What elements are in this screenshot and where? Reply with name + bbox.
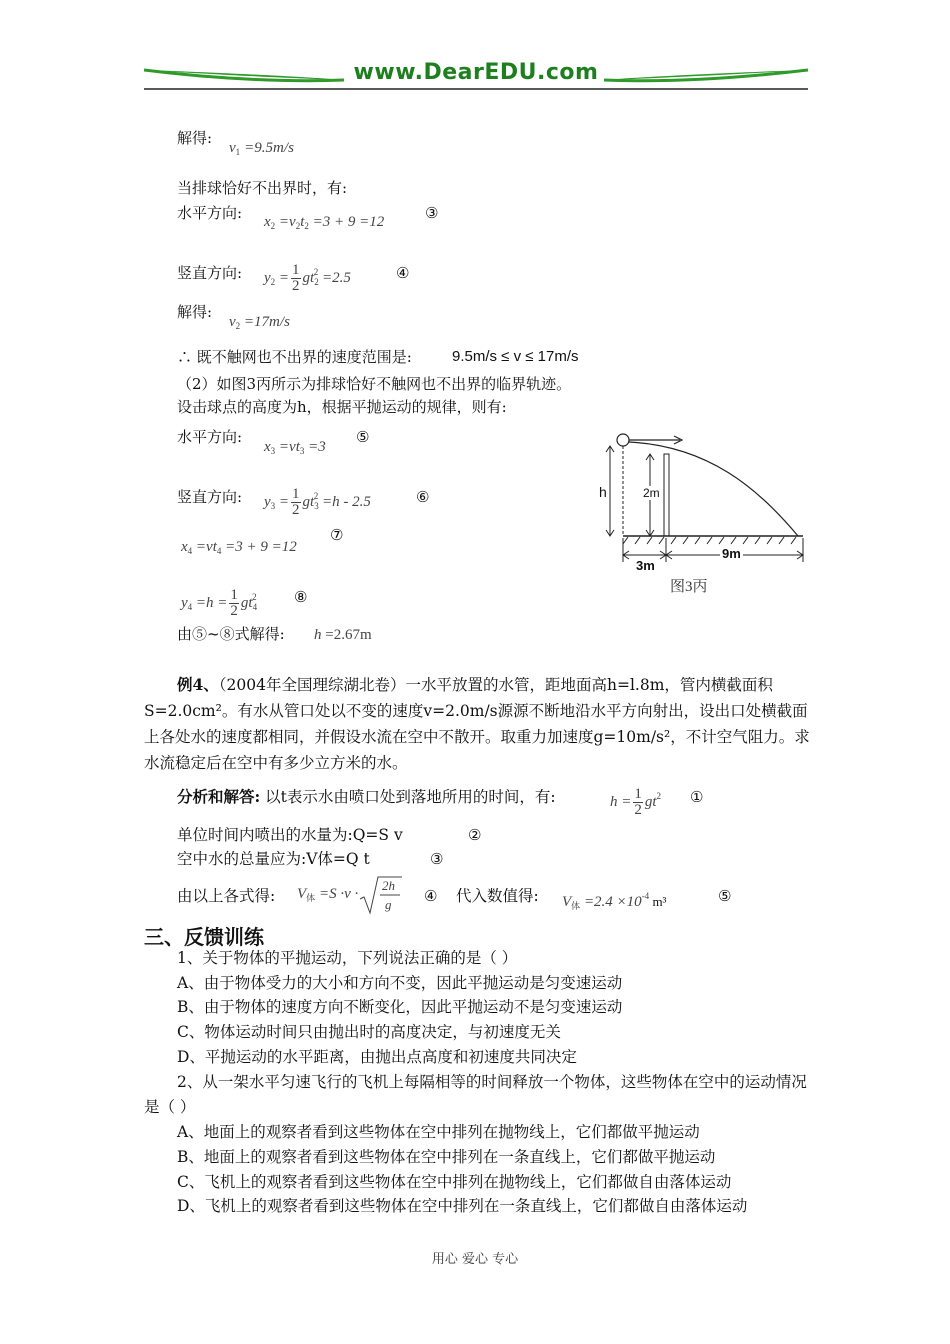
range-value: 9.5m/s ≤ v ≤ 17m/s [452, 348, 579, 365]
eq-x4: $x_4 =vt_4 =3 + 9 =12$ [181, 539, 297, 556]
figure-caption: 图3丙 [670, 579, 708, 595]
jiede-1: 解得: [177, 129, 213, 147]
label-2m: 2m [643, 486, 660, 500]
q2-option-c: C、飞机上的观察者看到这些物体在空中排列在抛物线上，它们都做自由落体运动 [177, 1173, 732, 1191]
marker-ex-4: ④ [424, 887, 438, 905]
vert-2: 竖直方向: [177, 488, 243, 506]
part-2-intro: （2）如图3丙所示为排球恰好不触网也不出界的临界轨迹。 [177, 375, 572, 393]
unit-water: 单位时间内喷出的水量为:Q=S v [177, 826, 403, 844]
eq-h-gt2: h = $\frac{1}{2}$ $gt^2$ [610, 786, 662, 819]
example-4-text: （2004年全国理综湖北卷）一水平放置的水管，距地面高h=l.8m，管内横截面积S=2.0cm²。有水从管口处以不变的速度v=2.0m/s源源不断地沿水平方向射出，设出口处横截面上各处水的速度都相同，并假设水流在空中不散开。取重力加速度g=10m/s²，不计空气阻力。求水流稳定后在空中有多少立方米的水。 [144, 676, 810, 772]
q1-option-a: A、由于物体受力的大小和方向不变，因此平抛运动是匀变速运动 [177, 974, 623, 992]
assume-height: 设击球点的高度为h，根据平抛运动的规律，则有: [177, 398, 507, 416]
marker-ex-1: ① [690, 788, 704, 806]
trajectory-figure [598, 428, 812, 598]
q2-option-a: A、地面上的观察者看到这些物体在空中排列在抛物线上，它们都做平抛运动 [177, 1123, 700, 1141]
q2-option-d: D、飞机上的观察者看到这些物体在空中排列在一条直线上，它们都做自由落体运动 [177, 1197, 748, 1215]
eq-x3: $x_3 =vt_3 =3$ [264, 439, 326, 456]
marker-5: ⑤ [356, 428, 370, 446]
eq-v2: $v_2 =17m/s$ [229, 314, 290, 331]
parabola-diagram [598, 428, 812, 598]
h-value: h =2.67m [314, 627, 372, 643]
marker-ex-3: ③ [430, 850, 444, 868]
solve-label: 由⑤~⑧式解得: [177, 625, 285, 643]
combine-label: 由以上各式得: [177, 887, 276, 905]
eq-v1: $v_1 =9.5m/s$ [229, 140, 294, 157]
question-1: 1、关于物体的平抛运动，下列说法正确的是（ ） [177, 949, 518, 967]
marker-ex-2: ② [468, 826, 482, 844]
label-h: h [599, 484, 607, 500]
label-3m: 3m [636, 558, 655, 573]
q2-option-b: B、地面上的观察者看到这些物体在空中排列在一条直线上，它们都做平抛运动 [177, 1148, 716, 1166]
analysis-line [177, 787, 556, 807]
eq-y4: $y_4 =h$ = $\frac{1}{2}$ $gt_4^2$ [181, 587, 258, 620]
q1-option-d: D、平抛运动的水平距离，由抛出点高度和初速度共同决定 [177, 1048, 577, 1066]
page-footer: 用心 爱心 专心 [431, 1252, 519, 1267]
eq-y2: $y_2$ = $\frac{1}{2}$ $gt_2^2 =2.5$ [264, 262, 351, 295]
range-prefix: ∴ 既不触网也不出界的速度范围是: [177, 348, 412, 366]
jiede-2: 解得: [177, 303, 213, 321]
eq-y3: $y_3$ = $\frac{1}{2}$ $gt_3^2 =h - 2.5$ [264, 486, 371, 519]
question-2: 2、从一架水平匀速飞行的飞机上每隔相等的时间释放一个物体，这些物体在空中的运动情况是（ ） [144, 1073, 807, 1116]
site-logo: www.DearEDU.com [353, 60, 599, 85]
marker-6: ⑥ [416, 488, 430, 506]
marker-3: ③ [425, 204, 439, 222]
example-4-paragraph [144, 672, 810, 776]
eq-volume: $V_体 =S \cdot v$ · 2h g [297, 872, 402, 920]
marker-4: ④ [396, 264, 410, 282]
analysis-label: 分析和解答: [177, 787, 261, 806]
q1-option-b: B、由于物体的速度方向不断变化，因此平抛运动不是匀变速运动 [177, 998, 623, 1016]
sqrt-icon [358, 873, 402, 917]
label-9m: 9m [722, 546, 741, 561]
svg-text:2h: 2h [382, 877, 396, 893]
horiz-1: 水平方向: [177, 204, 243, 222]
example-4-title: 例4、 [177, 675, 219, 694]
page-header [144, 58, 808, 94]
total-water: 空中水的总量应为:V体=Q t [177, 850, 370, 868]
section-3-title: 三、反馈训练 [144, 925, 264, 949]
marker-7: ⑦ [330, 526, 344, 544]
eq-x2: $x_2 =v_2t_2 =3 + 9 =12$ [264, 214, 385, 231]
horiz-2: 水平方向: [177, 428, 243, 446]
analysis-text: 以t表示水由喷口处到落地所用的时间，有: [265, 788, 556, 806]
cond-out: 当排球恰好不出界时，有: [177, 179, 348, 197]
eq-volume-value: $V_体 =2.4 \times 10^{-4}$ m³ [562, 891, 667, 911]
vert-1: 竖直方向: [177, 264, 243, 282]
substitute-label: 代入数值得: [456, 887, 539, 905]
marker-8: ⑧ [294, 588, 308, 606]
svg-text:g: g [385, 896, 392, 912]
q1-option-c: C、物体运动时间只由抛出时的高度决定，与初速度无关 [177, 1023, 561, 1041]
marker-ex-5: ⑤ [718, 887, 732, 905]
